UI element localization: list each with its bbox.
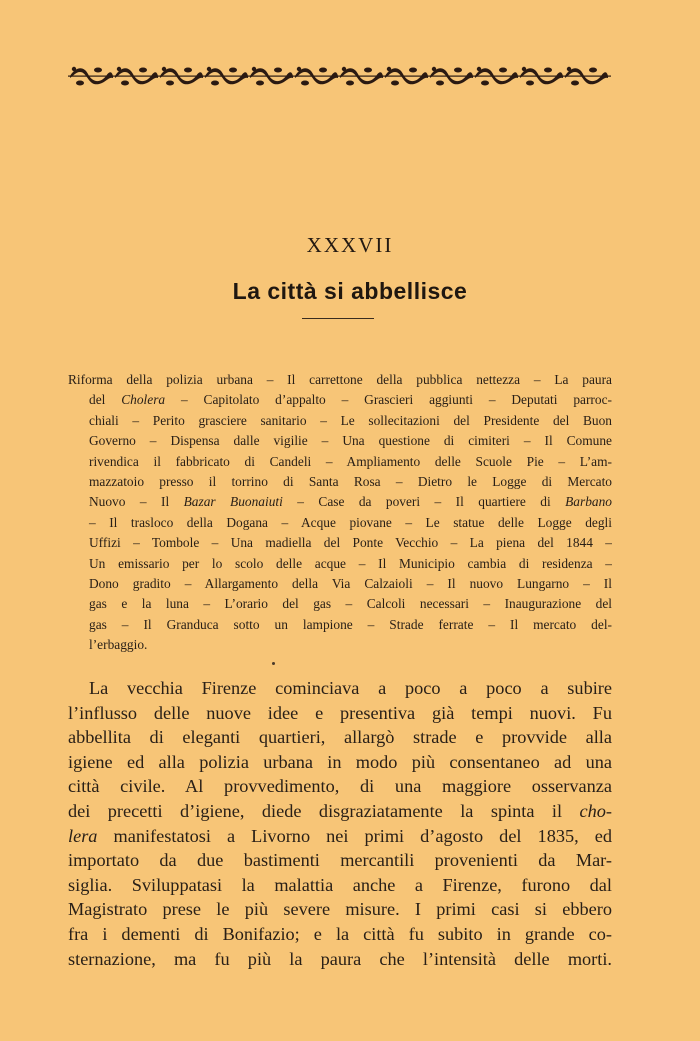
body-line-text: igiene ed alla polizia urbana in modo più consentaneo ad una bbox=[68, 751, 612, 772]
summary-line bbox=[68, 411, 612, 431]
summary-line-text: chiali – Perito grasciere sanitario – Le sollecitazioni del Presidente del Buon bbox=[89, 412, 612, 428]
summary-line bbox=[68, 615, 612, 635]
title-divider bbox=[302, 318, 374, 319]
body-line bbox=[68, 774, 612, 799]
berry-shape bbox=[522, 67, 526, 71]
berry-shape bbox=[432, 67, 436, 71]
summary-line-text: – Il trasloco della Dogana – Acque piovane – Le statue delle Logge degli bbox=[89, 514, 612, 530]
summary-line bbox=[68, 554, 612, 574]
body-paragraph bbox=[68, 676, 612, 971]
berry-shape bbox=[72, 67, 76, 71]
berry-shape bbox=[207, 67, 211, 71]
body-line bbox=[68, 799, 612, 824]
summary-line-text: Un emissario per lo scolo delle acque – Il Municipio cambia di residenza – bbox=[89, 555, 612, 571]
leaf-shape bbox=[589, 68, 597, 73]
body-line-text: importato da due bastimenti mercantili provenienti da Mar- bbox=[68, 850, 612, 871]
leaf-shape bbox=[364, 68, 372, 73]
summary-line bbox=[68, 431, 612, 451]
body-line bbox=[68, 922, 612, 947]
summary-line-text: gas e la luna – L’orario del gas – Calcoli necessari – Inaugurazione del bbox=[89, 596, 612, 612]
body-line bbox=[68, 701, 612, 726]
leaf-shape bbox=[319, 68, 327, 73]
body-line bbox=[68, 897, 612, 922]
summary-line bbox=[68, 390, 612, 410]
berry-shape bbox=[297, 67, 301, 71]
leaf-shape bbox=[184, 68, 192, 73]
summary-line-text: Barbano bbox=[565, 494, 612, 510]
ornament-band-icon bbox=[68, 64, 611, 88]
body-line-text: l’influsso delle nuove idee e presentiva già tempi nuovi. Fu bbox=[68, 702, 612, 723]
body-line-text: cho- bbox=[579, 800, 612, 821]
body-line-text: manifestatosi a Livorno nei primi d’agosto del 1835, ed bbox=[97, 825, 612, 846]
leaf-shape bbox=[166, 81, 174, 86]
berry-shape bbox=[162, 67, 166, 71]
body-line-text: siglia. Sviluppatasi la malattia anche a Firenze, furono dal bbox=[68, 874, 612, 895]
summary-line-text: Governo – Dispensa dalle vigilie – Una questione di cimiteri – Il Comune bbox=[89, 433, 612, 449]
summary-line-text: rivendica il fabbricato di Candeli – Ampliamento delle Scuole Pie – L’am- bbox=[89, 453, 612, 469]
body-line bbox=[68, 750, 612, 775]
summary-line-text: Dono gradito – Allargamento della Via Calzaioli – Il nuovo Lungarno – Il bbox=[89, 575, 612, 591]
summary-line-text: mazzatoio presso il torrino di Santa Rosa – Dietro le Logge di Mercato bbox=[89, 473, 612, 489]
body-line bbox=[68, 873, 612, 898]
summary-line-text: Bazar Buonaiuti bbox=[183, 494, 283, 510]
leaf-shape bbox=[454, 68, 462, 73]
body-line-text: fra i dementi di Bonifazio; e la città fu subito in grande co- bbox=[68, 923, 612, 944]
chapter-summary bbox=[68, 370, 612, 655]
chapter-title: La città si abbellisce bbox=[232, 278, 468, 304]
leaf-shape bbox=[346, 81, 354, 86]
summary-line-text: Uffizi – Tombole – Una madiella del Ponte Vecchio – La piena del 1844 – bbox=[89, 535, 612, 551]
leaf-shape bbox=[571, 81, 579, 86]
summary-line-text: l’erbaggio. bbox=[89, 637, 148, 653]
summary-line bbox=[68, 472, 612, 492]
summary-line bbox=[68, 492, 612, 512]
leaf-shape bbox=[256, 81, 264, 86]
body-line-text: dei precetti d’igiene, diede disgraziatamente la spinta il bbox=[68, 800, 580, 821]
summary-line-text: gas – Il Granduca sotto un lampione – Strade ferrate – Il mercato del- bbox=[89, 616, 612, 632]
body-line bbox=[68, 947, 612, 972]
leaf-shape bbox=[76, 81, 84, 86]
berry-shape bbox=[387, 67, 391, 71]
leaf-shape bbox=[526, 81, 534, 86]
leaf-shape bbox=[139, 68, 147, 73]
summary-line-text: Cholera bbox=[121, 392, 166, 408]
berry-shape bbox=[342, 67, 346, 71]
body-line bbox=[68, 824, 612, 849]
ornament-stem bbox=[68, 76, 611, 77]
berry-shape bbox=[117, 67, 121, 71]
summary-line-text: Nuovo – Il bbox=[89, 494, 184, 510]
summary-line bbox=[68, 533, 612, 553]
leaf-shape bbox=[409, 68, 417, 73]
leaf-shape bbox=[274, 68, 282, 73]
leaf-shape bbox=[544, 68, 552, 73]
leaf-shape bbox=[121, 81, 129, 86]
body-line-text: Magistrato prese le più severe misure. I primi casi si ebbero bbox=[68, 899, 612, 920]
chapter-number: XXXVII bbox=[306, 233, 394, 257]
berry-shape bbox=[567, 67, 571, 71]
body-line-text: La vecchia Firenze cominciava a poco a poco a subire bbox=[89, 678, 612, 698]
summary-line-text: del bbox=[89, 392, 122, 408]
leaf-shape bbox=[499, 68, 507, 73]
summary-line bbox=[68, 513, 612, 533]
berry-shape bbox=[252, 67, 256, 71]
summary-line bbox=[68, 452, 612, 472]
leaf-shape bbox=[481, 81, 489, 86]
summary-line bbox=[68, 370, 612, 390]
body-line-text: città civile. Al provvedimento, di una maggiore osservanza bbox=[68, 776, 612, 797]
decorative-dot bbox=[272, 662, 275, 665]
leaf-shape bbox=[211, 81, 219, 86]
body-line bbox=[68, 676, 612, 701]
summary-line-text: – Case da poveri – Il quartiere di bbox=[282, 494, 566, 510]
summary-line bbox=[68, 574, 612, 594]
body-line-text: lera bbox=[68, 825, 98, 846]
leaf-shape bbox=[436, 81, 444, 86]
berry-shape bbox=[477, 67, 481, 71]
body-line bbox=[68, 725, 612, 750]
summary-line bbox=[68, 594, 612, 614]
summary-line-text: Riforma della polizia urbana – Il carrettone della pubblica nettezza – La paura bbox=[68, 372, 612, 387]
summary-line-text: – Capitolato d’appalto – Grascieri aggiunti – Deputati parroc- bbox=[165, 392, 612, 408]
summary-line bbox=[68, 635, 612, 655]
leaf-shape bbox=[229, 68, 237, 73]
leaf-shape bbox=[94, 68, 102, 73]
body-line bbox=[68, 848, 612, 873]
body-line-text: abbellita di eleganti quartieri, allargò strade e provvide alla bbox=[68, 727, 612, 748]
body-line-text: sternazione, ma fu più la paura che l’intensità delle morti. bbox=[68, 948, 612, 969]
leaf-shape bbox=[391, 81, 399, 86]
leaf-shape bbox=[301, 81, 309, 86]
